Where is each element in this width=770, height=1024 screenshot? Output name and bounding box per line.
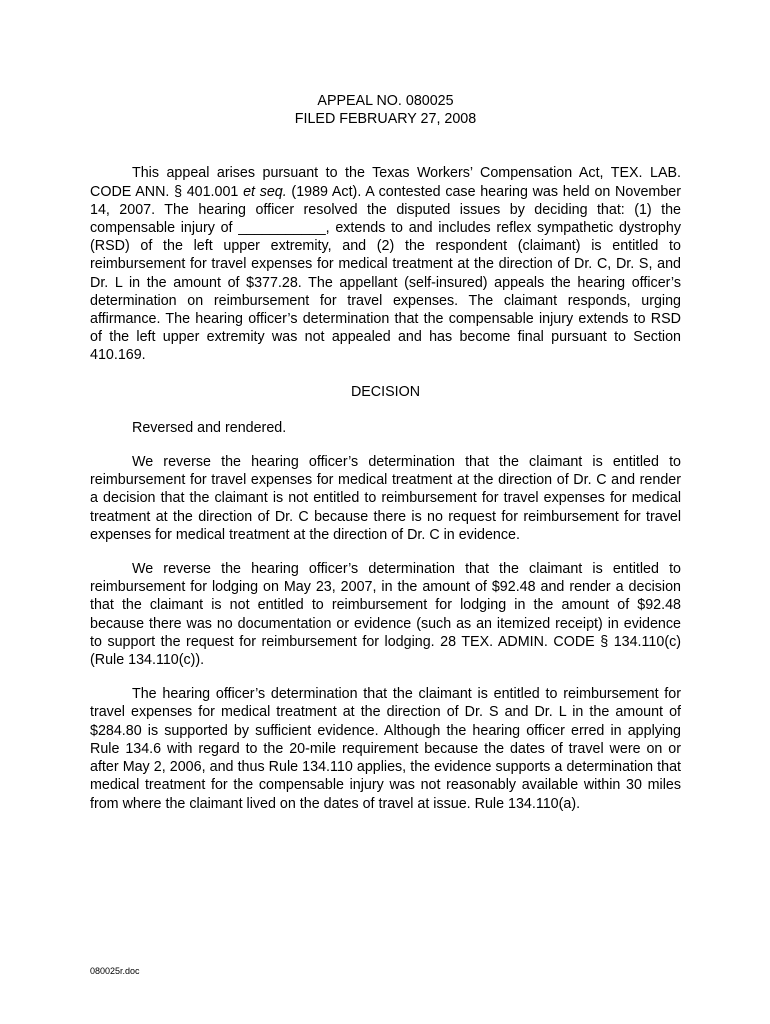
filing-date: FILED FEBRUARY 27, 2008 [294,111,477,128]
document-body [90,92,681,813]
intro-text-start: This appeal arises pursuant to the Texas Workers’ Compensation Act, TEX. LAB. CODE ANN. § 401.001 [90,165,681,200]
spacer [90,401,681,419]
spacer [90,128,681,164]
footer-filename: 080025r.doc [90,966,140,976]
intro-paragraph [90,164,681,364]
appeal-number: APPEAL NO. 080025 [317,93,454,109]
intro-text-end: (1989 Act). A contested case hearing was held on November 14, 2007. The hearing officer resolved the disputed issues by deciding that: (1) the compensable injury of ___________, extends to and includes reflex sympathetic dystrophy (RSD) of the left upper extremity, and (2) the respondent (claimant) is entitled to reimbursement for travel expenses for medical treatment at the direction of Dr. C, Dr. S, and Dr. L in the amount of $377.28. The appellant (self-insured) appeals the hearing officer’s determination on reimbursement for travel expenses. The claimant responds, urging affirmance. The hearing officer’s determination that the compensable injury extends to RSD of the left upper extremity was not appealed and has become final pursuant to Section 410.169. [90,183,681,364]
decision-paragraph-2: We reverse the hearing officer’s determination that the claimant is entitled to reimbursement for lodging on May 23, 2007, in the amount of $92.48 and render a decision that the claimant is not entitled to reimbursement for lodging in the amount of $92.48 because there was no documentation or evidence (such as an itemized receipt) in evidence to support the request for reimbursement for lodging. 28 TEX. ADMIN. CODE § 134.110(c) (Rule 134.110(c)). [90,561,681,669]
decision-paragraph-1: We reverse the hearing officer’s determination that the claimant is entitled to reimbursement for travel expenses for medical treatment at the direction of Dr. C and render a decision that the claimant is not entitled to reimbursement for travel expenses for medical treatment at the direction of Dr. C because there is no request for reimbursement for travel expenses for medical treatment at the direction of Dr. C in evidence. [90,454,681,543]
spacer [90,365,681,383]
decision-paragraph-3: The hearing officer’s determination that the claimant is entitled to reimbursement for travel expenses for medical treatment at the direction of Dr. S and Dr. L in the amount of $284.80 is supported by sufficient evidence. Although the hearing officer erred in applying Rule 134.6 with regard to the 20-mile requirement because the dates of travel were on or after May 2, 2006, and thus Rule 134.110 applies, the evidence supports a determination that medical treatment for the compensable injury was not reasonably available within 30 miles from where the claimant lived on the dates of travel at issue. Rule 134.110(a). [90,686,681,812]
intro-italic-text: et seq. [243,183,287,200]
spacer [90,669,681,685]
decision-heading: DECISION [350,383,421,400]
spacer [90,437,681,453]
decision-result: Reversed and rendered. [132,419,287,436]
spacer [90,544,681,560]
